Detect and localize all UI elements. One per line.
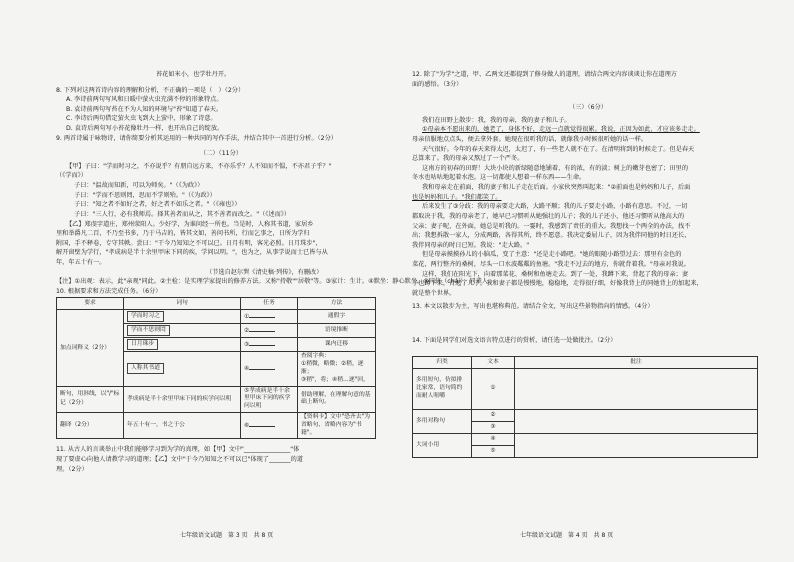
question-12-cont: 面的感悟。（3分） bbox=[412, 80, 463, 88]
phrase-cell: 孝成病是半十余里甲床下同的疾学问以明 bbox=[124, 386, 241, 412]
method-cell: 课内迁移 bbox=[298, 338, 376, 352]
annotation-table bbox=[412, 356, 758, 458]
answer-blank[interactable] bbox=[249, 325, 275, 332]
essay-line: 也是妈妈和儿子。"我们都笑了。 bbox=[412, 193, 502, 201]
method-cell: 借助理解，在理解句意的基础上断句。 bbox=[298, 386, 376, 412]
essay-line: 天气很好。今年的春天来得太迟，太迟了，有一些老人就不在了。在清明将到的时候走了。但是春天 bbox=[422, 145, 695, 153]
group-label: 加点词释义（2分） bbox=[57, 310, 124, 386]
essay-line: 冬水也咕咕地起着水泡。这一切都使人想着一样东西——生命。 bbox=[412, 174, 586, 182]
q8-option-a: A. 李诗前两句写风和日暖中萤火虫充满不停的形象特点。 bbox=[66, 96, 223, 104]
col-header: 词句 bbox=[124, 298, 241, 310]
q8-option-c: C. 李诗后两句借定萤火虫飞到大上萤中，形象了诗意。 bbox=[66, 115, 217, 123]
phrase-cell: 学而不思则罔 bbox=[127, 325, 170, 336]
answer-blank[interactable] bbox=[249, 420, 275, 427]
page-footer: 七年级语文试题 第 4 页 共 8 页 bbox=[520, 531, 614, 539]
col-header: 归类 bbox=[413, 356, 472, 368]
page-footer: 七年级语文试题 第 3 页 共 8 页 bbox=[180, 531, 274, 539]
answer-blank[interactable] bbox=[249, 339, 275, 346]
answer-blank[interactable] bbox=[249, 363, 275, 370]
essay-line: 子也蹲下来，背起了儿子。我和妻子都是慢慢地，稳稳地，走得很仔细，好像我背上的同她背上的加起来， bbox=[412, 280, 703, 288]
passage-a-line: 子曰："温故而知新，可以为师矣。"（《为政》） bbox=[74, 182, 204, 190]
answer-blank[interactable] bbox=[249, 311, 275, 318]
col-header: 文本 bbox=[472, 356, 515, 368]
page-4 bbox=[400, 0, 794, 562]
essay-line: 我们在田野上散步：我，我的母亲，我的妻子和儿子。 bbox=[422, 116, 571, 124]
annotation-input[interactable] bbox=[515, 433, 758, 457]
task-mark: ④ bbox=[244, 366, 250, 373]
phrase-cell: 人称其书道 bbox=[127, 363, 164, 374]
task-mark: ③ bbox=[244, 342, 250, 349]
category-cell: 大词小用 bbox=[413, 433, 472, 457]
text-mark: ① bbox=[472, 368, 515, 409]
essay-line: 菜花，两行整齐的桑树，尽头一口水波粼粼的鱼塘。"我走不过去的地方，你就背着我。"母亲对我说。 bbox=[412, 260, 690, 268]
group-label: 断句，用斜线，以"/"标记（2分） bbox=[57, 386, 124, 412]
essay-line: 这南方的初春的田野！大块小块的新绿随意地铺着，有的浓，有的淡；树上的嫩芽也密了；田里的 bbox=[422, 164, 689, 172]
category-cell: 多用对称句 bbox=[413, 409, 472, 433]
annotation-input[interactable] bbox=[515, 368, 758, 409]
notes: 【注】①出观：表示，此"亲观"同此。②主检：是实理学家提出的修养方法。又称"持敬""居敬"等。③家计：生计。④默坐：静心默坐。⑤同侪（chái）：同辈人。 bbox=[56, 278, 495, 286]
poem-tail: 苔花如米小，也学牡丹开。 bbox=[156, 71, 231, 78]
passage-b-line: 【乙】郑虔字道庄，郑州荥阳人。少好学，为谁问经一所也。当是时，人称其书道，家居乡 bbox=[66, 220, 314, 228]
question-11: 11. 从古人的言谈举止中我们能够学习到为学的真理，如【甲】文中"_______________"体 bbox=[56, 446, 300, 454]
essay-line: ①母亲本不愿出来的，她老了，身体不好，走远一点就觉得很累。我说，正因为如此，才应该多走走。 bbox=[422, 126, 700, 134]
task-cell: ⑤孝成病是半十余里甲床下同的疾学问以明 bbox=[241, 386, 298, 412]
category-cell: 多用短句，仿拟排比家常，语句简约而耐人咀嚼 bbox=[413, 368, 472, 409]
passage-a-line: 子曰："学而不思则罔，思而不学则殆。"（《为政》） bbox=[74, 191, 216, 199]
col-header: 方法 bbox=[298, 298, 376, 310]
passage-a-line: 子曰："三人行，必有我师焉。择其善者而从之，其不善者而改之。"（《述而》） bbox=[74, 210, 291, 218]
question-11-cont: 理。（2分） bbox=[56, 465, 88, 473]
task-mark: ① bbox=[244, 314, 250, 321]
essay-line: 这样，我们在阳光下，向着那菜花、桑树和鱼塘走去。到了一处，我蹲下来，背起了我的母亲；妻 bbox=[422, 270, 689, 278]
passage-b-source: （节选自赵尔巽《清史稿·列传》，有删改） bbox=[206, 268, 323, 276]
col-header: 任务 bbox=[241, 298, 298, 310]
passage-a-line: （《学而》） bbox=[56, 172, 87, 180]
col-header: 要求 bbox=[57, 298, 124, 310]
question-13: 13. 本文以散步为主，写出也堪称典范。请结合全文，写出这些景物指向的情感。（4分） bbox=[412, 303, 654, 311]
essay-line: 父亲；妻子呢，在外面，她总是听我的。一霎时，我感到了责任的重大。我想找一个两全的办法，找不 bbox=[412, 222, 691, 230]
method-cell: 【资料卡】文中"恐齐去"为省略句，省略内容为"书籍"。 bbox=[298, 413, 376, 439]
q8-option-b: B. 袁诗前两句写苔在不为人知的环境与"苔"知道了春天。 bbox=[66, 105, 223, 113]
question-11-cont: 现了要虚心向他人请教学习的道理；【乙】文中"于今乃知知之不可以已"体现了_______的道 bbox=[56, 456, 303, 464]
essay-line: 总算来了。我的母亲又熬过了一个严冬。 bbox=[412, 155, 524, 163]
passage-b-line: 附国，手不释卷，专守其帙。尝曰："干今乃知知之不可以已。日月有明，客光必照。日月珠步"， bbox=[56, 239, 322, 247]
essay-line: 出；我想拆散一家人，分成两路，各得其所，终不愿意。我决定委屈儿子，因为我伴同他的时日还长， bbox=[412, 232, 691, 240]
phrase-cell: 年五十有一，书之于公 bbox=[124, 413, 241, 439]
task-mark: ② bbox=[244, 328, 250, 335]
essay-line: 我和母亲走在前面，我的妻子和儿子走在后面。小家伙突然叫起来："②前面也是妈妈和儿子，后面 bbox=[422, 184, 691, 192]
section-2-title: （二）（11分） bbox=[200, 150, 242, 158]
essay-line: 后来发生了③分歧：我的母亲要走大路，大路平顺；我的儿子要走小路，小路有意思。不过，一切 bbox=[422, 203, 688, 211]
task-mark: ⑥ bbox=[244, 423, 250, 430]
passage-a-line: 子曰："知之者不如好之者，好之者不如乐之者。"（《雍也》） bbox=[74, 201, 241, 209]
text-mark: ⑤ bbox=[472, 445, 515, 457]
text-mark: ② bbox=[472, 409, 515, 421]
q8-option-d: D. 袁诗后两句写小苔花像牡丹一样，也开出自己的绽放。 bbox=[66, 125, 224, 133]
phrase-cell: 学而时习之 bbox=[127, 311, 164, 322]
essay-line: 就是整个世界。 bbox=[412, 289, 456, 297]
method-cell: 语境推断 bbox=[298, 324, 376, 338]
method-cell: 查阅字典： ①稍微，略微；②稍，逐渐； ③稍"，将；④稍…逐"回， bbox=[298, 352, 376, 386]
passage-b-line: 里和举爵凡二百，不乃至书多，乃于马吉的，皆其文如，善问书所，行而乞事之，日所为学归 bbox=[56, 230, 310, 238]
question-12: 12. 除了"为学"之道，甲、乙两文还都提到了修身做人的道理，请结合两文内容谈谈让你在道理方 bbox=[412, 71, 677, 78]
question-9: 9. 两首诗属于咏物诗，请你简要分析其运用的一种共同的写作手法，并结合其中一首进行分析。（2分） bbox=[56, 134, 337, 142]
essay-line: 我伴同母亲的时日已短。我说："走大路。" bbox=[412, 241, 530, 249]
essay-line: 母亲信服地点点头，便去拿外套。她现在很听我的话，就像我小时候很听她的话一样。 bbox=[412, 136, 648, 144]
section-3-title: （三）（6分） bbox=[569, 104, 607, 112]
essay-line: 但是母亲摸摸孙儿的小脑瓜，变了主意："还是走小路吧。"她的眼随小路望过去：那里有金色的 bbox=[422, 251, 682, 259]
essay-line: 都取决于我，我的母亲老了，她早已习惯听从她强壮的儿子；我的儿子还小，他还习惯听从他高大的 bbox=[412, 212, 685, 220]
passage-b-line: 年，年五十有一。 bbox=[56, 258, 106, 266]
task-table bbox=[56, 297, 376, 439]
annotation-input[interactable] bbox=[515, 409, 758, 433]
passage-b-line: 解开窗壁为学行，"孝成病是半十余里甲床下同的疾，学问以明。"，也为之，从事学说而士已皆与从 bbox=[56, 249, 328, 257]
text-mark: ③ bbox=[472, 421, 515, 433]
phrase-cell: 日月珠步 bbox=[127, 339, 158, 350]
question-14: 14. 下面是同学们对选文语言特点进行的赏析，请任选一处做批注。（2分） bbox=[412, 337, 617, 345]
text-mark: ④ bbox=[472, 433, 515, 445]
question-8: 8. 下列对这两首诗内容的理解和分析，不正确的一项是（ ）（2分） bbox=[56, 86, 245, 94]
question-10: 10. 根据要求和方法完成任务。（6分） bbox=[56, 287, 162, 295]
col-header: 批注 bbox=[515, 356, 758, 368]
group-label: 翻译（2分） bbox=[57, 413, 124, 439]
method-cell: 通假字 bbox=[298, 310, 376, 324]
passage-a-line: 【甲】子曰："学而时习之，不亦说乎？有朋自远方来，不亦乐乎？人不知而不愠，不亦君子乎？" bbox=[66, 162, 332, 170]
